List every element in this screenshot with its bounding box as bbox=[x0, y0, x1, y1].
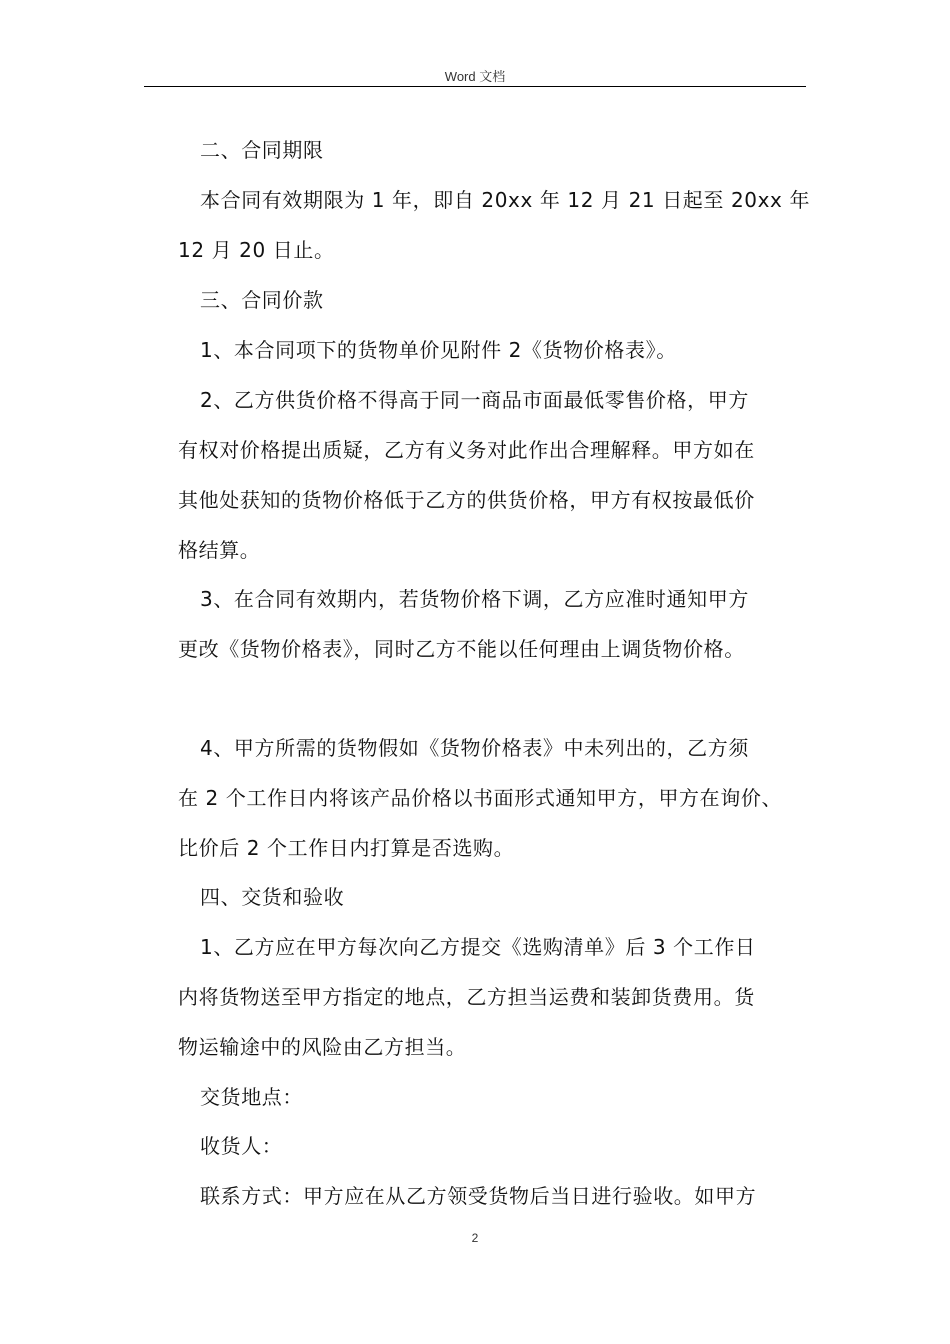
contact-line: 联系方式：甲方应在从乙方领受货物后当日进行验收。如甲方 bbox=[200, 1184, 757, 1208]
paragraph-line: 3、在合同有效期内，若货物价格下调，乙方应准时通知甲方 bbox=[200, 587, 749, 611]
paragraph-line: 格结算。 bbox=[178, 538, 261, 562]
paragraph-line: 1、本合同项下的货物单价见附件 2《货物价格表》。 bbox=[200, 338, 677, 362]
paragraph-line: 2、乙方供货价格不得高于同一商品市面最低零售价格，甲方 bbox=[200, 388, 749, 412]
recipient-label: 收货人： bbox=[200, 1134, 283, 1158]
paragraph-line: 12 月 20 日止。 bbox=[178, 238, 335, 262]
header-divider bbox=[144, 86, 806, 87]
paragraph-line: 其他处获知的货物价格低于乙方的供货价格，甲方有权按最低价 bbox=[178, 488, 755, 512]
paragraph-line: 比价后 2 个工作日内打算是否选购。 bbox=[178, 836, 515, 860]
paragraph-line: 在 2 个工作日内将该产品价格以书面形式通知甲方，甲方在询价、 bbox=[178, 786, 783, 810]
page-header-title: Word 文档 bbox=[444, 69, 506, 84]
paragraph-line: 本合同有效期限为 1 年，即自 20xx 年 12 月 21 日起至 20xx 年 bbox=[200, 188, 811, 212]
paragraph-line: 1、乙方应在甲方每次向乙方提交《选购清单》后 3 个工作日 bbox=[200, 935, 756, 959]
section-heading-term: 二、合同期限 bbox=[200, 138, 324, 162]
page-number: 2 bbox=[471, 1231, 479, 1245]
paragraph-line: 内将货物送至甲方指定的地点，乙方担当运费和装卸货费用。货 bbox=[178, 985, 755, 1009]
section-heading-delivery: 四、交货和验收 bbox=[200, 885, 345, 909]
paragraph-line: 有权对价格提出质疑，乙方有义务对此作出合理解释。甲方如在 bbox=[178, 438, 755, 462]
paragraph-line: 更改《货物价格表》，同时乙方不能以任何理由上调货物价格。 bbox=[178, 637, 745, 661]
paragraph-line: 物运输途中的风险由乙方担当。 bbox=[178, 1035, 467, 1059]
delivery-location-label: 交货地点： bbox=[200, 1085, 303, 1109]
section-heading-price: 三、合同价款 bbox=[200, 288, 324, 312]
paragraph-line: 4、甲方所需的货物假如《货物价格表》中未列出的，乙方须 bbox=[200, 736, 749, 760]
